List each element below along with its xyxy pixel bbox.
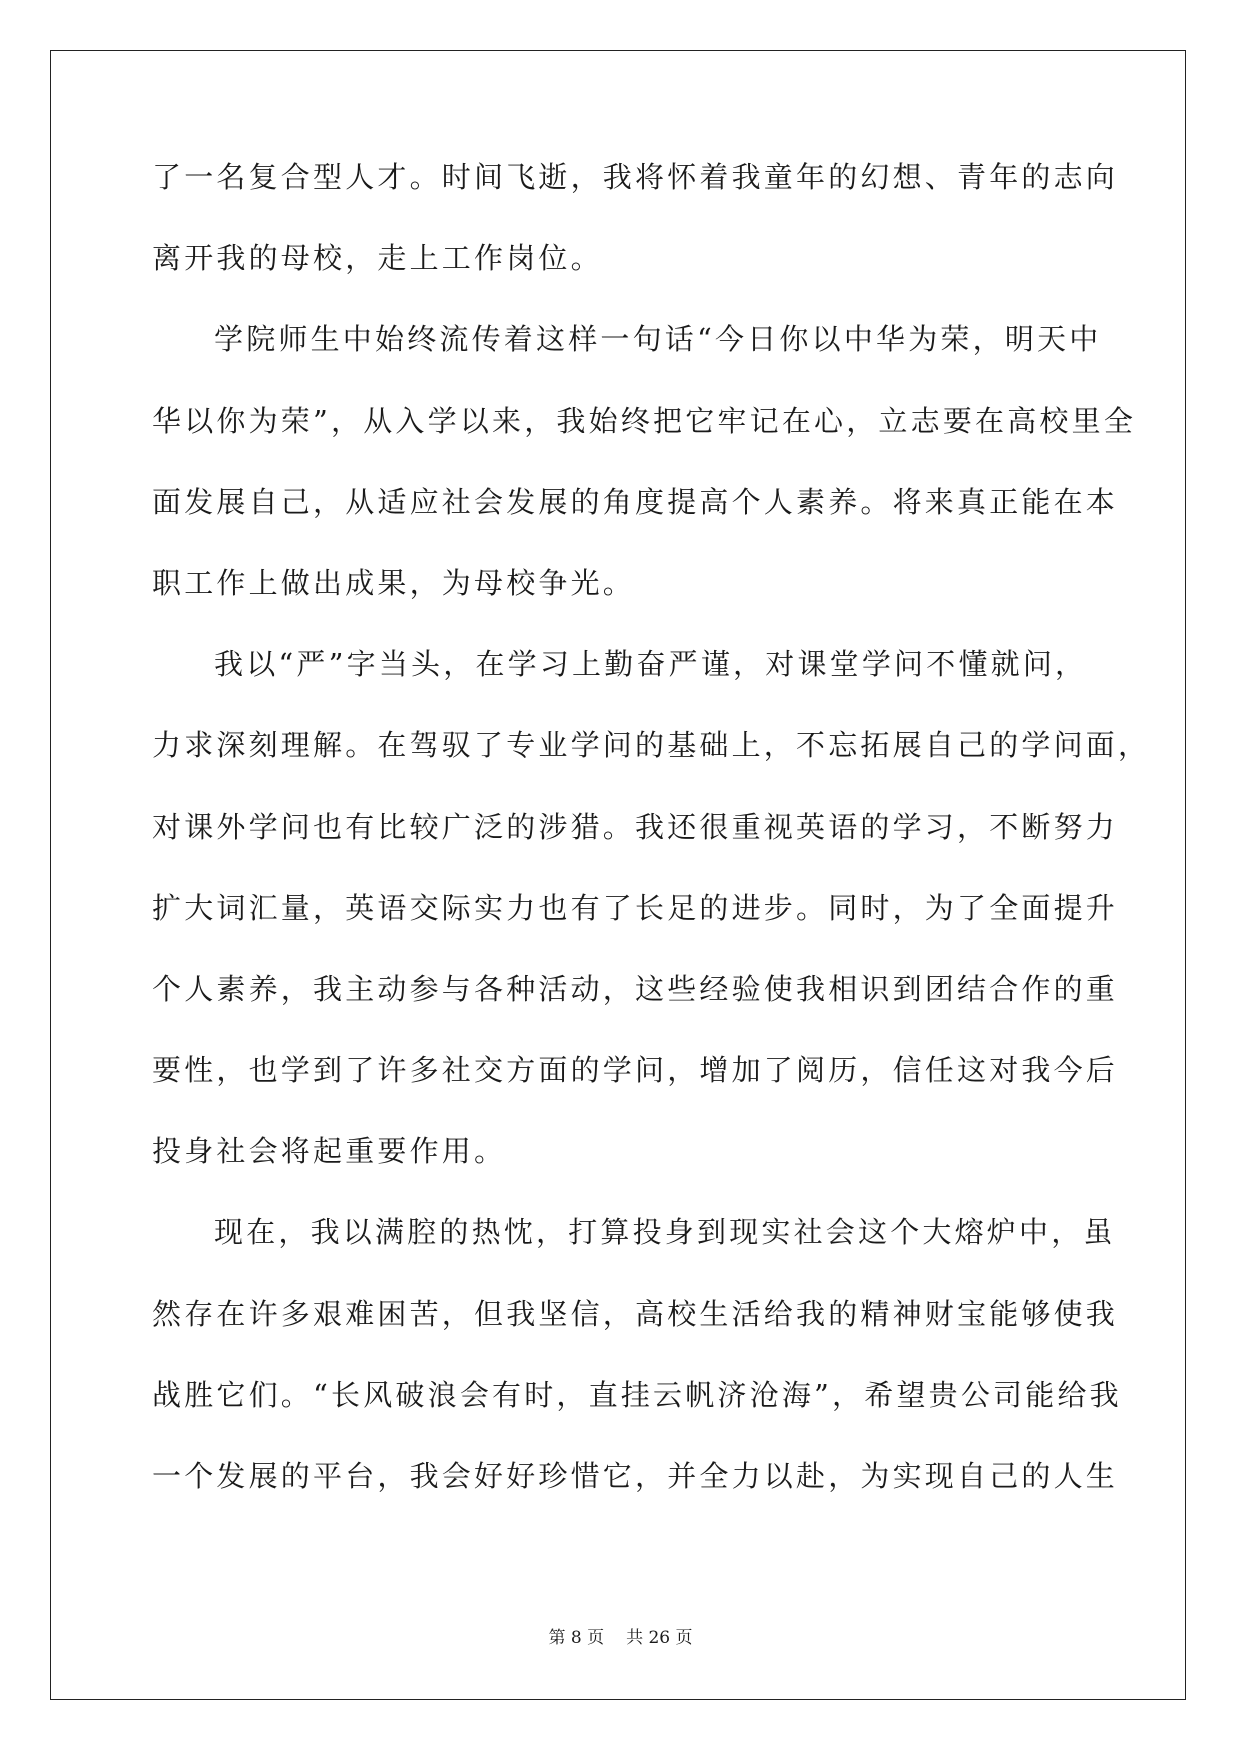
text-line: 职工作上做出成果，为母校争光。 bbox=[152, 565, 636, 600]
text-line: 学院师生中始终流传着这样一句话“今日你以中华为荣，明天中 bbox=[214, 322, 1102, 357]
text-line: 面发展自己，从适应社会发展的角度提高个人素养。将来真正能在本 bbox=[152, 484, 1119, 519]
text-line: 投身社会将起重要作用。 bbox=[152, 1134, 507, 1169]
total-pages: 共 26 页 bbox=[626, 1628, 693, 1648]
text-line: 要性，也学到了许多社交方面的学问，增加了阅历，信任这对我今后 bbox=[152, 1053, 1119, 1088]
text-line: 个人素养，我主动参与各种活动，这些经验使我相识到团结合作的重 bbox=[152, 971, 1119, 1006]
text-line: 扩大词汇量，英语交际实力也有了长足的进步。同时，为了全面提升 bbox=[152, 890, 1119, 925]
text-line: 我以“严”字当头，在学习上勤奋严谨，对课堂学问不懂就问， bbox=[214, 647, 1088, 682]
text-line: 对课外学问也有比较广泛的涉猎。我还很重视英语的学习，不断努力 bbox=[152, 809, 1119, 844]
page-footer bbox=[0, 1623, 1241, 1648]
text-line: 一个发展的平台，我会好好珍惜它，并全力以赴，为实现自己的人生 bbox=[152, 1459, 1119, 1493]
page-number: 第 8 页 bbox=[548, 1628, 605, 1648]
document-body bbox=[152, 160, 1151, 1540]
text-line: 力求深刻理解。在驾驭了专业学问的基础上，不忘拓展自己的学问面， bbox=[152, 728, 1151, 763]
text-line: 了一名复合型人才。时间飞逝，我将怀着我童年的幻想、青年的志向 bbox=[152, 160, 1119, 194]
text-line: 离开我的母校，走上工作岗位。 bbox=[152, 241, 603, 276]
text-line: 华以你为荣”，从入学以来，我始终把它牢记在心，立志要在高校里全 bbox=[152, 403, 1137, 438]
text-line: 现在，我以满腔的热忱，打算投身到现实社会这个大熔炉中，虽 bbox=[214, 1215, 1116, 1250]
text-line: 然存在许多艰难困苦，但我坚信，高校生活给我的精神财宝能够使我 bbox=[152, 1296, 1119, 1331]
text-line: 战胜它们。“长风破浪会有时，直挂云帆济沧海”，希望贵公司能给我 bbox=[152, 1377, 1122, 1412]
